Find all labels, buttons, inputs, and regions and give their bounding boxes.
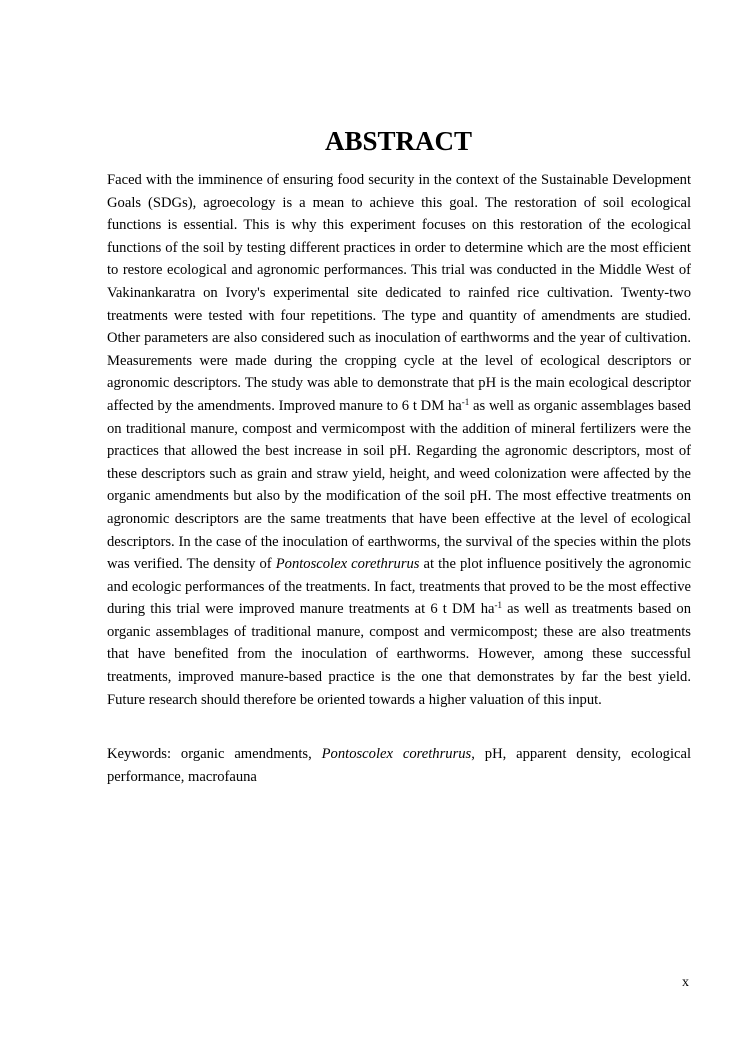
superscript-exponent: -1 <box>461 396 470 407</box>
abstract-text-segment: as well as treatments based on organic assemblages of traditional manure, compost and vermicompost; these are also treatments that have benefited from the inoculation of earthworms. However, among these successful treatments, improved manure-based practice is the one that demonstrates by far the best yield. Future research should therefore be oriented towards a higher valuation of this input. <box>107 601 692 708</box>
keywords-paragraph <box>107 743 691 788</box>
abstract-text-segment: as well as organic assemblages based on traditional manure, compost and vermicompost with the addition of mineral fertilizers were the practices that allowed the best increase in soil pH. Regarding the agronomic descriptors, most of these descriptors such as grain and straw yield, height, and weed colonization were affected by the organic amendments but also by the modification of the soil pH. The most effective treatments on agronomic descriptors are the same treatments that have been effective at the level of ecological descriptors. In the case of the inoculation of earthworms, the survival of the species within the plots was verified. The density of <box>107 397 691 573</box>
abstract-text-segment: Faced with the imminence of ensuring food security in the context of the Sustainable Development Goals (SDGs), agroecology is a mean to achieve this goal. The restoration of soil ecological functions is essential. This is why this experiment focuses on this restoration of the ecological functions of the soil by testing different practices in order to determine which are the most efficient to restore ecological and agronomic performances. This trial was conducted in the Middle West of Vakinankaratra on Ivory's experimental site dedicated to rainfed rice cultivation. Twenty-two treatments were tested with four repetitions. The type and quantity of amendments are studied. Other parameters are also considered such as inoculation of earthworms and the year of cultivation. Measurements were made during the cropping cycle at the level of ecological descriptors or agronomic descriptors. The study was able to demonstrate that pH is the main ecological descriptor affected by the amendments. Improved manure to 6 t DM ha <box>107 172 691 414</box>
abstract-text-segment: at the plot influence positively the agronomic and ecologic performances of the treatments. In fact, treatments that proved to be the most effective during this trial were improved manure treatments at 6 t DM ha <box>107 556 692 618</box>
keywords-rest: , pH, apparent density, ecological performance, macrofauna <box>107 746 692 785</box>
page-title: ABSTRACT <box>324 126 473 156</box>
keywords-species-name: Pontoscolex corethrurus <box>321 746 472 762</box>
superscript-exponent: -1 <box>494 600 502 611</box>
abstract-paragraph <box>107 169 691 711</box>
species-name: Pontoscolex corethrurus <box>275 556 420 573</box>
page-number: x <box>682 975 689 990</box>
keywords-lead: Keywords: organic amendments, <box>107 746 322 762</box>
